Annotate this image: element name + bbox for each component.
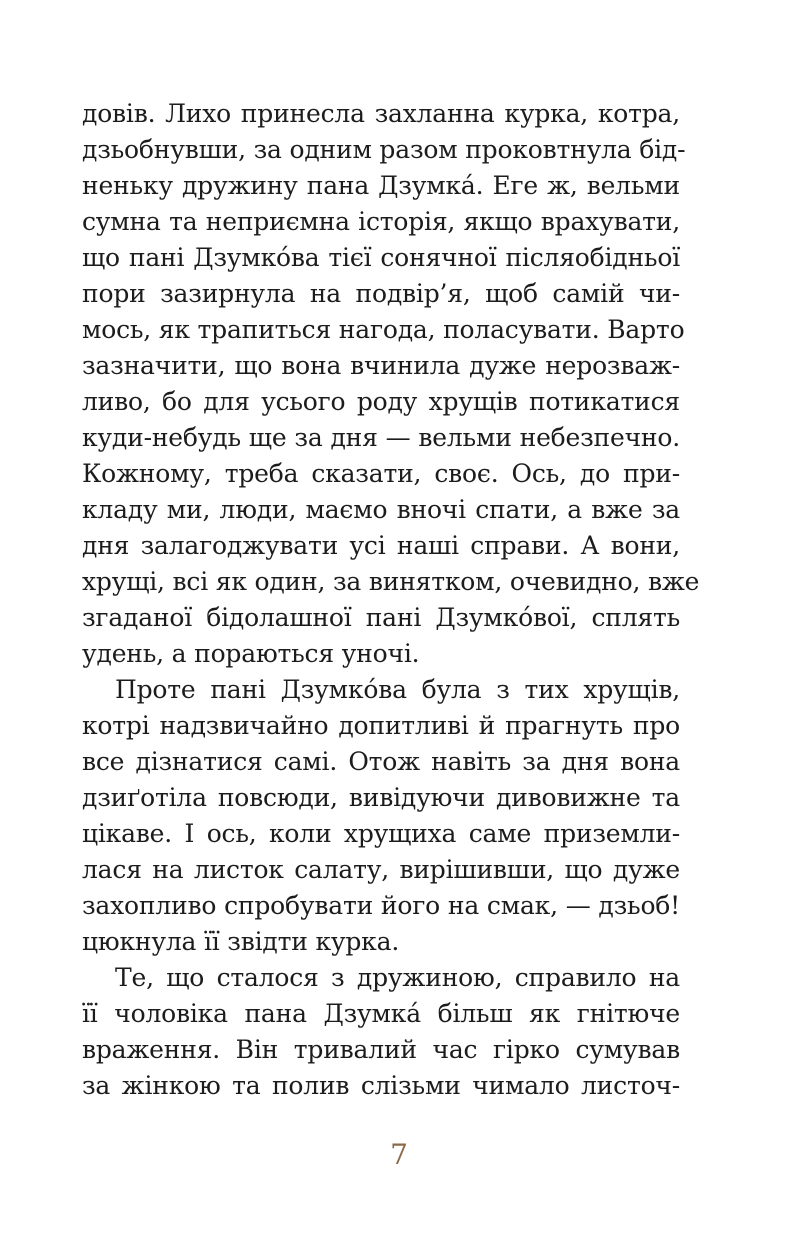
text-line-24: цюкнула її звідти курка. — [82, 927, 400, 956]
text-line-8: зазначити, що вона вчинила дуже нерозваж- — [82, 351, 680, 380]
text-line-3: неньку дружину пана Дзумка́. Еге ж, вельми — [82, 171, 680, 200]
text-line-21: цікаве. І ось, коли хрущиха саме приземли- — [82, 819, 680, 848]
text-line-7: мось, як трапиться нагода, поласувати. Варто — [82, 315, 685, 344]
text-line-28: за жінкою та полив слізьми чимало листоч- — [82, 1071, 680, 1100]
text-line-14: хрущі, всі як один, за винятком, очевидно, вже — [82, 567, 700, 596]
text-line-25: Те, що сталося з дружиною, справило на — [115, 963, 680, 992]
text-line-16: удень, а пораються уночі. — [82, 639, 420, 668]
text-line-15: згаданої бідолашної пані Дзумко́вої, сплять — [82, 603, 680, 632]
text-line-1: довів. Лихо принесла захланна курка, котра, — [82, 99, 680, 128]
text-line-19: все дізнатися самі. Отож навіть за дня вона — [82, 747, 680, 776]
text-line-6: пори зазирнула на подвір’я, щоб самій чи- — [82, 279, 680, 308]
text-line-12: кладу ми, люди, маємо вночі спати, а вже за — [82, 495, 680, 524]
text-line-26: її чоловіка пана Дзумка́ більш як гнітюче — [82, 999, 680, 1028]
text-line-27: враження. Він тривалий час гірко сумував — [82, 1035, 680, 1064]
text-line-13: дня залагоджувати усі наші справи. А вони, — [82, 531, 680, 560]
text-line-23: захопливо спробувати його на смак, — дзьоб! — [82, 891, 680, 920]
body-text — [82, 96, 700, 1104]
text-line-9: ливо, бо для усього роду хрущів потикатися — [82, 387, 680, 416]
text-line-5: що пані Дзумко́ва тієї сонячної післяобідньої — [82, 243, 680, 272]
text-line-18: котрі надзвичайно допитливі й прагнуть про — [82, 711, 680, 740]
text-line-2: дзьобнувши, за одним разом проковтнула бід- — [82, 135, 686, 164]
text-line-4: сумна та неприємна історія, якщо врахувати, — [82, 207, 680, 236]
text-line-20: дзиґотіла повсюди, вивідуючи дивовижне та — [82, 783, 680, 812]
page-number: 7 — [390, 1138, 408, 1171]
text-line-11: Кожному, треба сказати, своє. Ось, до при- — [82, 459, 680, 488]
text-line-17: Проте пані Дзумко́ва була з тих хрущів, — [115, 675, 680, 704]
text-line-22: лася на листок салату, вирішивши, що дуже — [82, 855, 680, 884]
text-line-10: куди-небудь ще за дня — вельми небезпечно. — [82, 423, 680, 452]
